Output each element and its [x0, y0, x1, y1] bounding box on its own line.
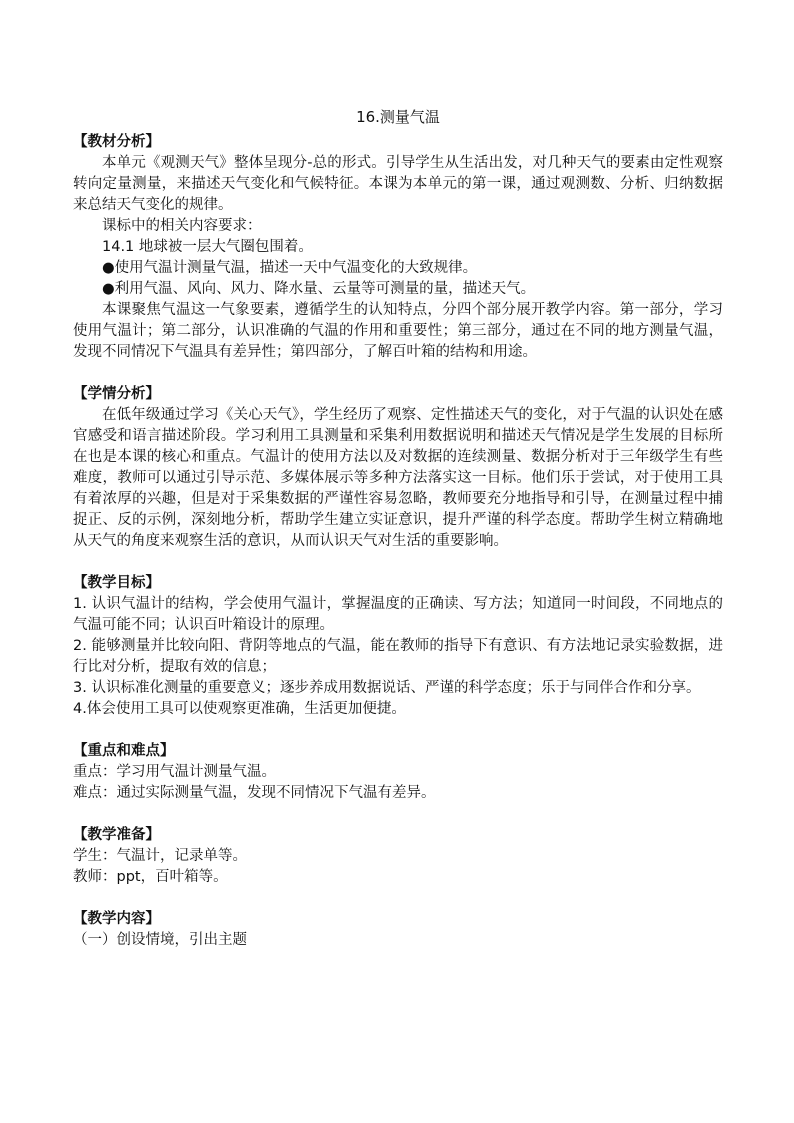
paragraph: 课标中的相关内容要求： — [102, 218, 262, 234]
paragraph: 本单元《观测天气》整体呈现分-总的形式。引导学生从生活出发，对几种天气的要素由定性观察转向定量测量，来描述天气变化和气候特征。本课为本单元的第一课，通过观测数、分析、归纳数据来总结天气变化的规律。 — [73, 155, 723, 213]
bullet-item: ●使用气温计测量气温，描述一天中气温变化的大致规律。 — [102, 260, 478, 276]
section-textbook-analysis — [73, 132, 723, 363]
section-preparation — [73, 825, 723, 888]
section-heading: 【重点和难点】 — [73, 743, 175, 759]
preparation-students: 学生：气温计，记录单等。 — [73, 848, 247, 864]
goal-item: 3. 认识标准化测量的重要意义；逐步养成用数据说话、严谨的科学态度；乐于与同伴合作和分享。 — [73, 680, 701, 696]
section-heading: 【教材分析】 — [73, 134, 160, 150]
bullet-item: ●利用气温、风向、风力、降水量、云量等可测量的量，描述天气。 — [102, 281, 536, 297]
paragraph: 本课聚焦气温这一气象要素，遵循学生的认知特点，分四个部分展开教学内容。第一部分，学习使用气温计；第二部分，认识准确的气温的作用和重要性；第三部分，通过在不同的地方测量气温，发现不同情况下气温具有差异性；第四部分，了解百叶箱的结构和用途。 — [73, 302, 723, 360]
section-teaching-goals — [73, 573, 723, 720]
document-title: 16.测量气温 — [356, 108, 440, 126]
key-point: 重点：学习用气温计测量气温。 — [73, 764, 276, 780]
content-step: （一）创设情境，引出主题 — [73, 932, 247, 948]
goal-item: 1. 认识气温计的结构，学会使用气温计，掌握温度的正确读、写方法；知道同一时间段，不同地点的气温可能不同；认识百叶箱设计的原理。 — [73, 596, 723, 633]
goal-item: 4.体会使用工具可以使观察更准确，生活更加便捷。 — [73, 701, 406, 717]
goal-item: 2. 能够测量并比较向阳、背阴等地点的气温，能在教师的指导下有意识、有方法地记录实验数据，进行比对分析，提取有效的信息； — [73, 638, 723, 675]
section-key-points — [73, 741, 723, 804]
preparation-teacher: 教师：ppt，百叶箱等。 — [73, 869, 228, 885]
section-student-analysis — [73, 384, 723, 552]
section-heading: 【教学目标】 — [73, 575, 160, 591]
difficult-point: 难点：通过实际测量气温，发现不同情况下气温有差异。 — [73, 785, 436, 801]
section-heading: 【教学内容】 — [73, 911, 160, 927]
paragraph: 14.1 地球被一层大气圈包围着。 — [102, 239, 313, 255]
section-heading: 【教学准备】 — [73, 827, 160, 843]
paragraph: 在低年级通过学习《关心天气》，学生经历了观察、定性描述天气的变化，对于气温的认识处在感官感受和语言描述阶段。学习利用工具测量和采集利用数据说明和描述天气情况是学生发展的目标所在也是本课的核心和重点。气温计的使用方法以及对数据的连续测量、数据分析对于三年级学生有些难度，教师可以通过引导示范、多媒体展示等多种方法落实这一目标。他们乐于尝试，对于使用工具有着浓厚的兴趣，但是对于采集数据的严谨性容易忽略，教师要充分地指导和引导，在测量过程中捕捉正、反的示例，深刻地分析，帮助学生建立实证意识，提升严谨的科学态度。帮助学生树立精确地从天气的角度来观察生活的意识，从而认识天气对生活的重要影响。 — [73, 407, 723, 549]
document-page — [73, 106, 723, 951]
section-heading: 【学情分析】 — [73, 386, 160, 402]
section-teaching-content — [73, 909, 723, 951]
